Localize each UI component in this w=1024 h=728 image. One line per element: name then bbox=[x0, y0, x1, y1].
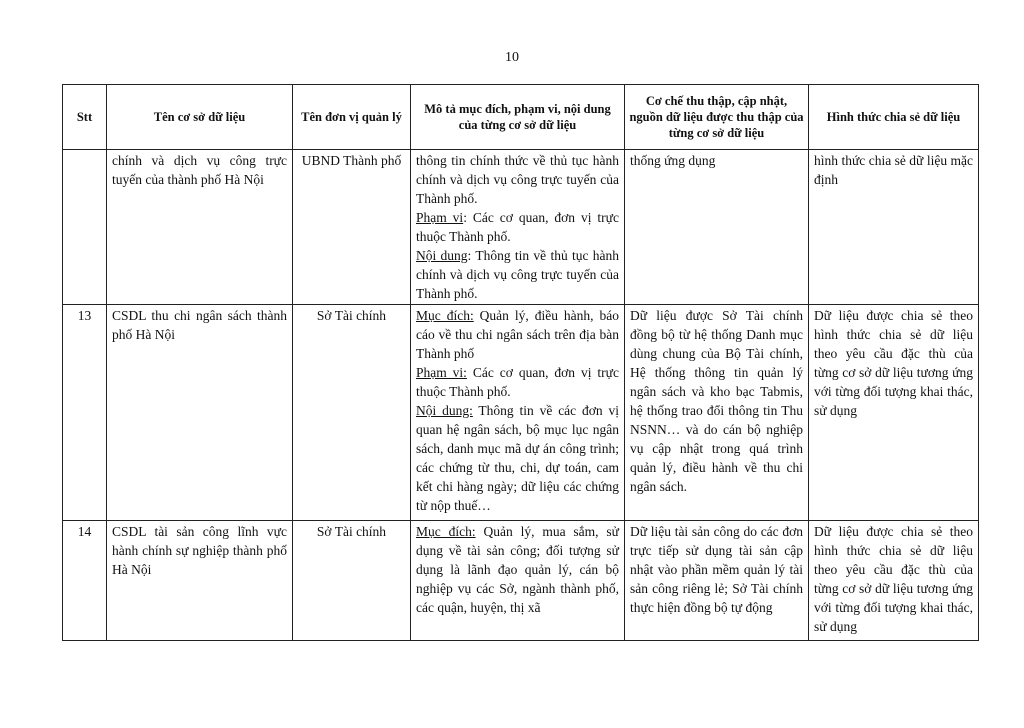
page-number: 10 bbox=[505, 50, 519, 65]
description-scope bbox=[416, 208, 619, 246]
description-purpose bbox=[416, 306, 619, 363]
cell-sharing: Dữ liệu được chia sẻ theo hình thức chia sẻ dữ liệu theo yêu cầu đặc thù của từng cơ sở dữ liệu tương ứng với từng đối tượng khai thác, sử dụng bbox=[809, 521, 979, 641]
header-stt: Stt bbox=[63, 85, 107, 150]
scope-label: Phạm vi: bbox=[416, 365, 467, 380]
scope-label: Phạm vi bbox=[416, 210, 464, 225]
cell-stt bbox=[63, 150, 107, 305]
cell-name: CSDL thu chi ngân sách thành phố Hà Nội bbox=[107, 305, 293, 521]
description-intro: thông tin chính thức về thủ tục hành chính và dịch vụ công trực tuyến của Thành phố. bbox=[416, 153, 619, 206]
cell-name: CSDL tài sản công lĩnh vực hành chính sự nghiệp thành phố Hà Nội bbox=[107, 521, 293, 641]
description-content bbox=[416, 246, 619, 303]
header-unit: Tên đơn vị quản lý bbox=[293, 85, 411, 150]
cell-name: chính và dịch vụ công trực tuyến của thành phố Hà Nội bbox=[107, 150, 293, 305]
cell-mechanism: Dữ liệu được Sở Tài chính đồng bộ từ hệ thống Danh mục dùng chung của Bộ Tài chính, Hệ thống thông tin quản lý ngân sách và kho bạc Tabmis, hệ thống trao đổi thông tin Thu NSNN… và do cán bộ nghiệp vụ cập nhật trong quá trình quản lý, điều hành về thu chi ngân sách. bbox=[625, 305, 809, 521]
cell-description bbox=[411, 521, 625, 641]
purpose-text: Quản lý, điều hành, báo cáo về thu chi ngân sách trên địa bàn Thành phố bbox=[416, 308, 619, 361]
header-name: Tên cơ sở dữ liệu bbox=[107, 85, 293, 150]
cell-mechanism: Dữ liệu tài sản công do các đơn trực tiếp sử dụng tài sản cập nhật vào phần mềm quản lý tài sản công riêng lẻ; Sở Tài chính thực hiện đồng bộ tự động bbox=[625, 521, 809, 641]
cell-description bbox=[411, 305, 625, 521]
cell-sharing: hình thức chia sẻ dữ liệu mặc định bbox=[809, 150, 979, 305]
content-label: Nội dung: bbox=[416, 403, 473, 418]
content-text: Thông tin về các đơn vị quan hệ ngân sách, bộ mục lục ngân sách, danh mục mã dự án công trình; các chứng từ thu, chi, dự toán, cam kết chi hàng ngày; dữ liệu các chứng từ nộp thuế… bbox=[416, 403, 619, 513]
purpose-text: Quản lý, mua sắm, sử dụng về tài sản công; đối tượng sử dụng là lãnh đạo quản lý, cán bộ nghiệp vụ các Sở, ngành thành phố, các quận, huyện, thị xã bbox=[416, 524, 619, 615]
purpose-label: Mục đích: bbox=[416, 308, 474, 323]
table-row bbox=[63, 150, 979, 305]
cell-mechanism: thống ứng dụng bbox=[625, 150, 809, 305]
content-text: : Thông tin về thủ tục hành chính và dịch vụ công trực tuyến của Thành phố. bbox=[416, 248, 620, 301]
cell-description bbox=[411, 150, 625, 305]
table-row bbox=[63, 521, 979, 641]
cell-unit: Sở Tài chính bbox=[293, 305, 411, 521]
content-label: Nội dung bbox=[416, 248, 468, 263]
cell-stt: 13 bbox=[63, 305, 107, 521]
header-sharing: Hình thức chia sẻ dữ liệu bbox=[809, 85, 979, 150]
table-header-row bbox=[63, 85, 979, 150]
cell-stt: 14 bbox=[63, 521, 107, 641]
cell-unit: UBND Thành phố bbox=[293, 150, 411, 305]
description-purpose bbox=[416, 522, 619, 617]
cell-unit: Sở Tài chính bbox=[293, 521, 411, 641]
description-scope bbox=[416, 363, 619, 401]
header-description: Mô tả mục đích, phạm vi, nội dung của từng cơ sở dữ liệu bbox=[411, 85, 625, 150]
scope-text: : Các cơ quan, đơn vị trực thuộc Thành phố. bbox=[416, 210, 619, 244]
cell-sharing: Dữ liệu được chia sẻ theo hình thức chia sẻ dữ liệu theo yêu cầu đặc thù của từng cơ sở dữ liệu tương ứng với từng đối tượng khai thác, sử dụng bbox=[809, 305, 979, 521]
description-content bbox=[416, 401, 619, 515]
purpose-label: Mục đích: bbox=[416, 524, 476, 539]
database-table bbox=[62, 84, 979, 641]
table-row bbox=[63, 305, 979, 521]
header-mechanism: Cơ chế thu thập, cập nhật, nguồn dữ liệu được thu thập của từng cơ sở dữ liệu bbox=[625, 85, 809, 150]
scope-text: Các cơ quan, đơn vị trực thuộc Thành phố. bbox=[416, 365, 619, 399]
